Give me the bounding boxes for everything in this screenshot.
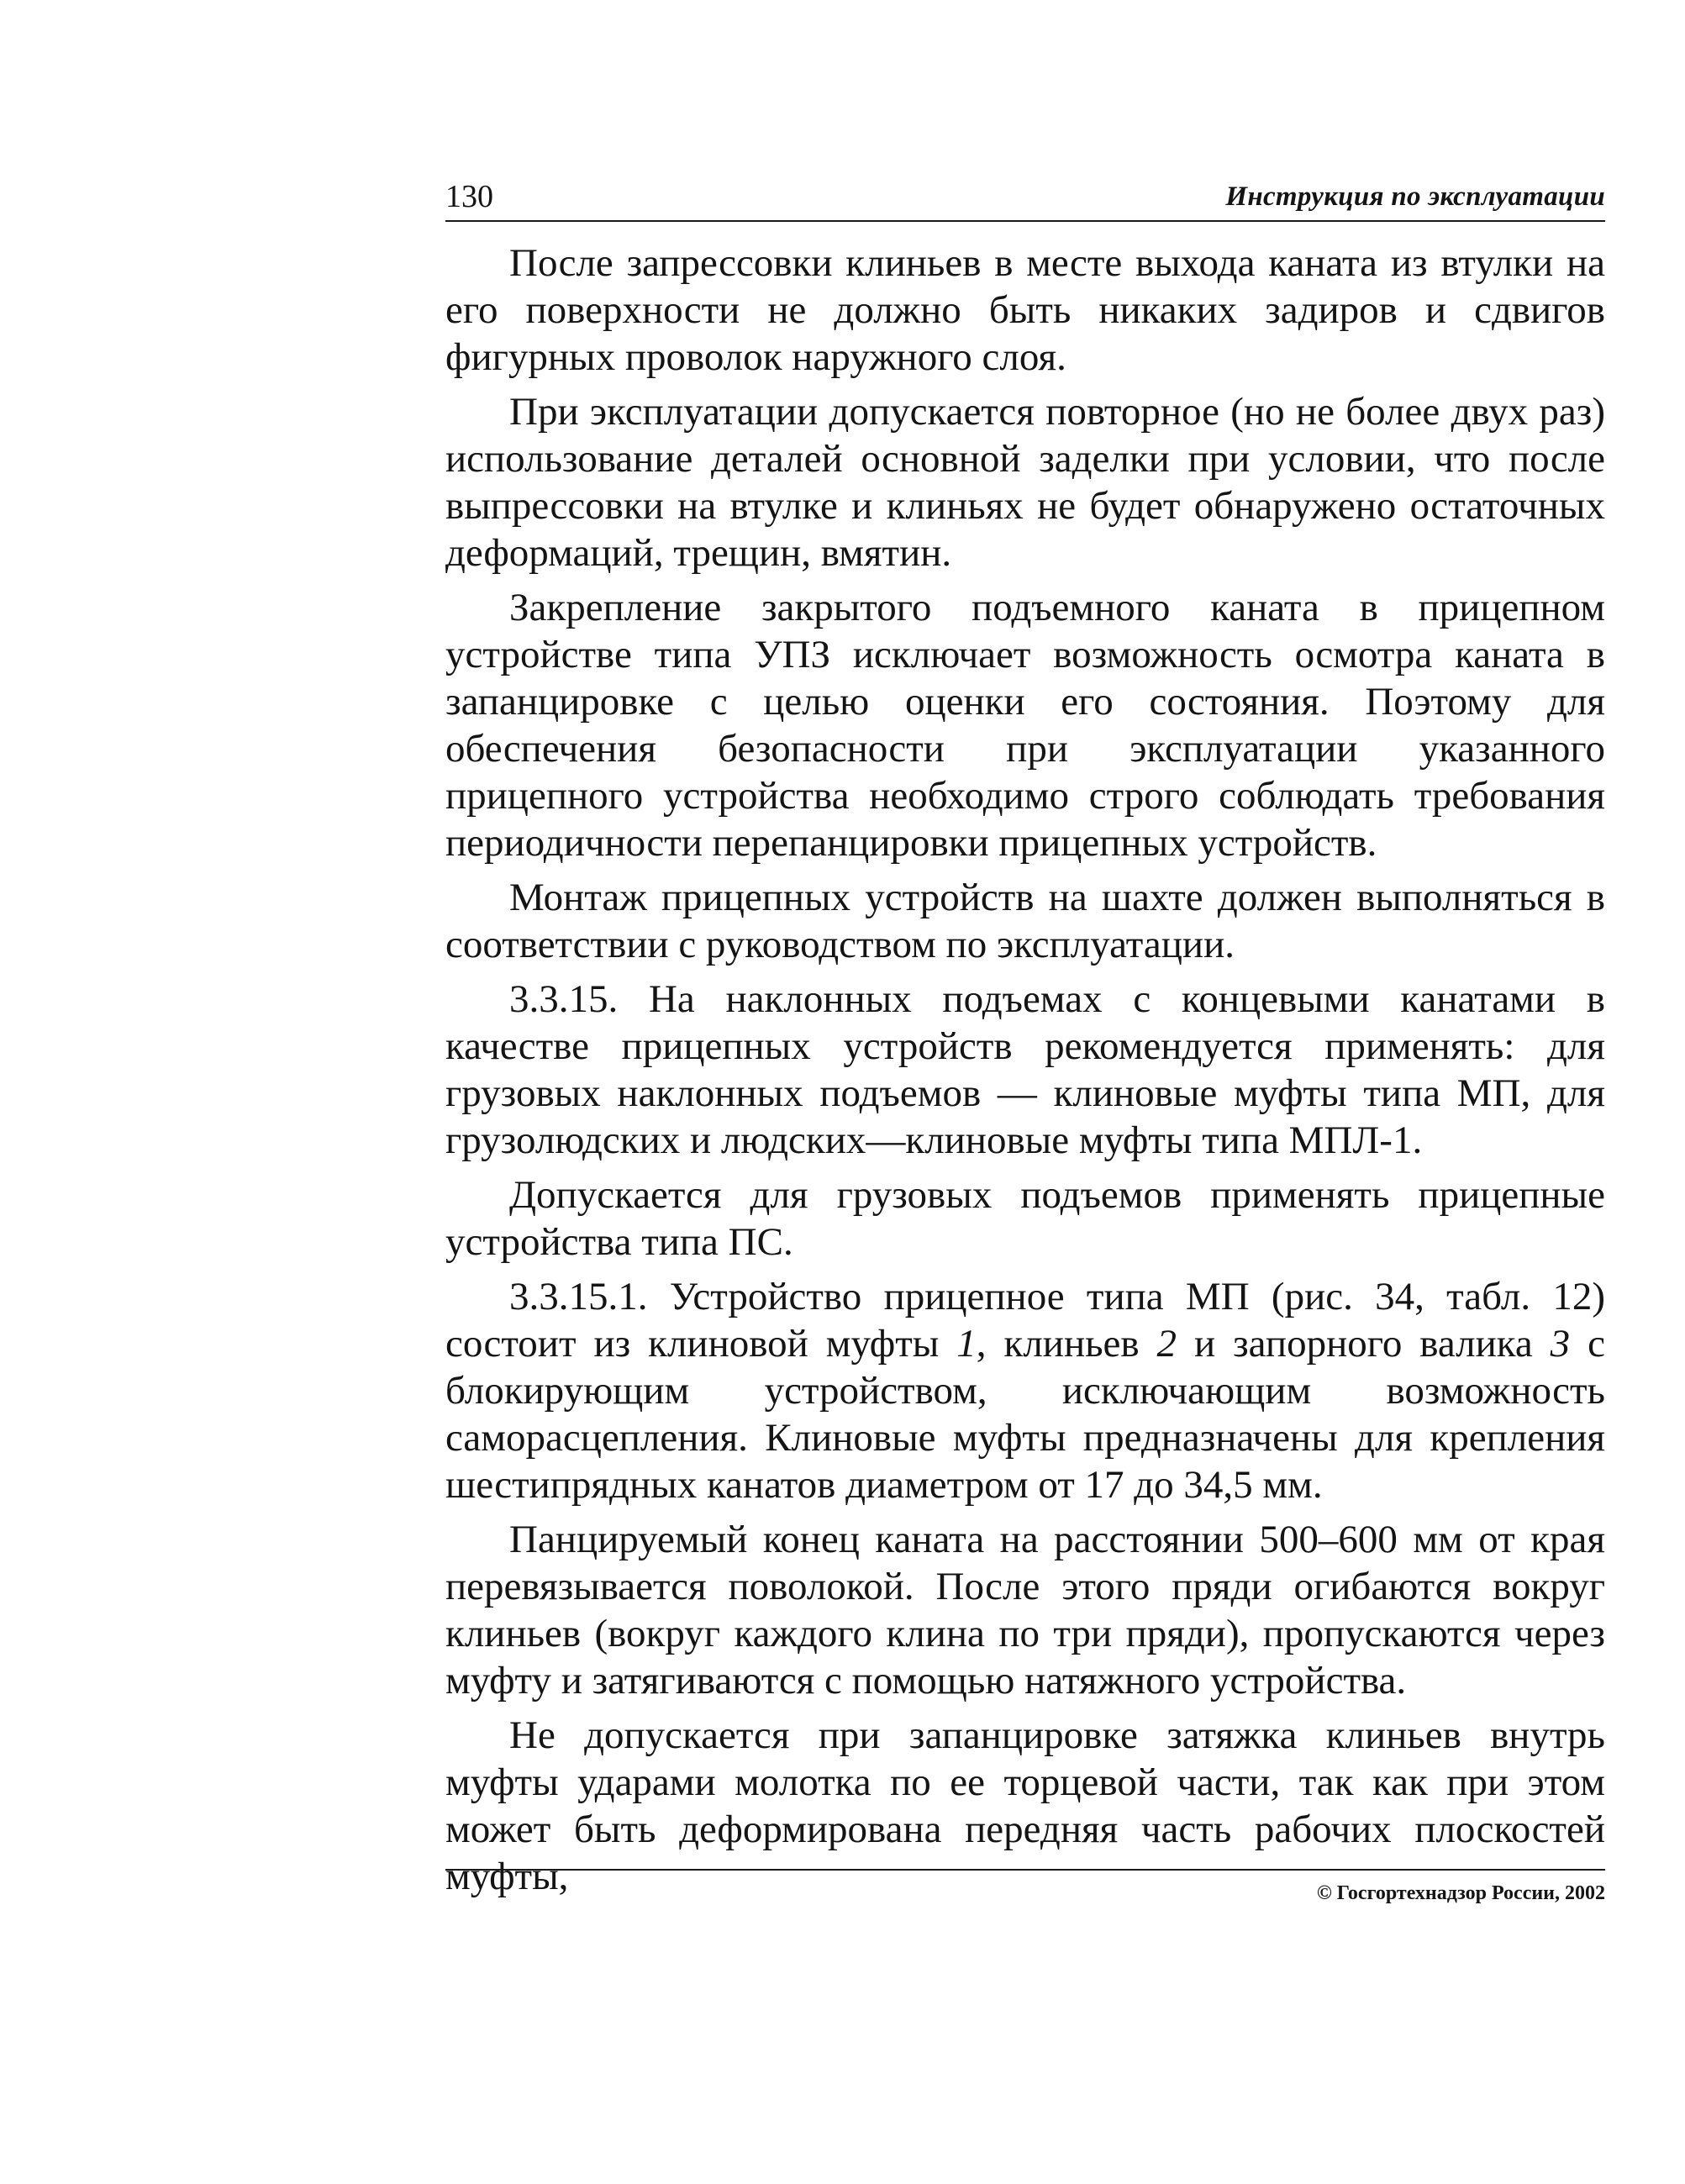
paragraph-text: и запорного валика [1177, 1322, 1551, 1366]
figure-ref-number: 3 [1550, 1322, 1571, 1366]
paragraph: Допускается для грузовых подъемов применять прицепные устройства типа ПС. [445, 1173, 1605, 1264]
paragraph [445, 1273, 1605, 1508]
paragraph-text: с блокирующим устройством, исключающим возможность саморасцепления. Клиновые муфты предназначены для крепления шестипрядных канатов диаметром от 17 до 34,5 мм. [445, 1322, 1605, 1507]
figure-ref-number: 2 [1156, 1322, 1177, 1366]
figure-ref-number: 1 [956, 1322, 977, 1366]
paragraph-text: 3.3.15.1. Устройство прицепное типа МП (рис. 34, табл. 12) состоит из клиновой муфты [445, 1275, 1605, 1366]
body-text [445, 239, 1605, 1908]
header-rule [445, 220, 1605, 222]
paragraph: При эксплуатации допускается повторное (но не более двух раз) использование деталей основной заделки при условии, что после выпрессовки на втулке и клиньях не будет обнаружено остаточных деформаций, трещин, вмятин. [445, 390, 1605, 575]
paragraph: 3.3.15. На наклонных подъемах с концевыми канатами в качестве прицепных устройств рекомендуется применять: для грузовых наклонных подъемов — клиновые муфты типа МП, для грузолюдских и людских—клиновые муфты типа МПЛ-1. [445, 977, 1605, 1162]
paragraph: Закрепление закрытого подъемного каната в прицепном устройстве типа УПЗ исключает возможность осмотра каната в запанцировке с целью оценки его состояния. Поэтому для обеспечения безопасности при эксплуатации указанного прицепного устройства необходимо строго соблюдать требования периодичности перепанцировки прицепных устройств. [445, 586, 1605, 865]
paragraph: Не допускается при запанцировке затяжка клиньев внутрь муфты ударами молотка по ее торцевой части, так как при этом может быть деформирована передняя часть рабочих плоскостей муфты, [445, 1713, 1605, 1898]
page-number: 130 [445, 179, 493, 214]
page-header [445, 178, 1605, 218]
paragraph: Панцируемый конец каната на расстоянии 500–600 мм от края перевязывается поволокой. После этого пряди огибаются вокруг клиньев (вокруг каждого клина по три пряди), пропускаются через муфту и затягиваются с помощью натяжного устройства. [445, 1518, 1605, 1702]
paragraph: Монтаж прицепных устройств на шахте должен выполняться в соответствии с руководством по эксплуатации. [445, 876, 1605, 966]
footer-rule [445, 1869, 1605, 1871]
running-title: Инструкция по эксплуатации [1225, 182, 1605, 212]
footer-copyright: © Госгортехнадзор России, 2002 [1316, 1882, 1605, 1904]
paragraph: После запрессовки клиньев в месте выхода каната из втулки на его поверхности не должно быть никаких задиров и сдвигов фигурных проволок наружного слоя. [445, 241, 1605, 379]
paragraph-text: , клиньев [976, 1322, 1157, 1366]
